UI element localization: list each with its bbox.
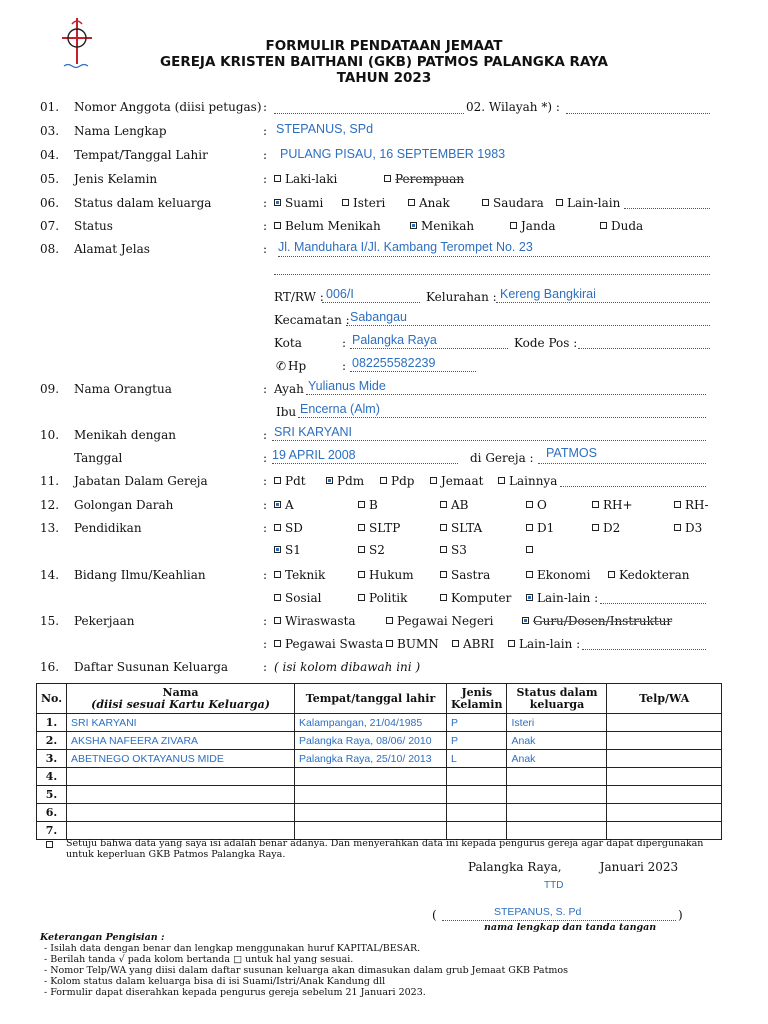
- field-label-nomor-anggota: Nomor Anggota (diisi petugas): [74, 100, 262, 114]
- field-number: 05.: [40, 172, 60, 186]
- option-rh-plus[interactable]: RH+: [592, 498, 633, 512]
- church-name: GEREJA KRISTEN BAITHANI (GKB) PATMOS PALANGKA RAYA: [160, 54, 608, 70]
- cell-jk[interactable]: P: [447, 732, 507, 750]
- option-slta[interactable]: SLTA: [440, 521, 482, 535]
- table-instruction: ( isi kolom dibawah ini ): [274, 660, 421, 674]
- table-row: 6.: [37, 804, 722, 822]
- option-d3[interactable]: D3: [674, 521, 702, 535]
- kodepos-label: Kode Pos :: [514, 336, 578, 350]
- table-row: 3. ABETNEGO OKTAYANUS MIDE Palangka Raya, 25/10/ 2013 L Anak: [37, 750, 722, 768]
- nama-lengkap-value[interactable]: STEPANUS, SPd: [276, 122, 374, 136]
- field-number: 14.: [40, 568, 60, 582]
- cell-nama[interactable]: [67, 786, 295, 804]
- cell-jk[interactable]: L: [447, 750, 507, 768]
- ayah-label: Ayah: [274, 382, 304, 396]
- field-number: 04.: [40, 148, 60, 162]
- cell-status[interactable]: [507, 786, 607, 804]
- cell-ttl[interactable]: [295, 786, 447, 804]
- tanggal-label: Tanggal: [74, 451, 123, 465]
- option-d1[interactable]: D1: [526, 521, 554, 535]
- field-number: 03.: [40, 124, 60, 138]
- option-lainnya[interactable]: Lainnya: [498, 474, 557, 488]
- field-number: 01.: [40, 100, 60, 114]
- field-label-golongan-darah: Golongan Darah: [74, 498, 174, 512]
- cell-jk[interactable]: [447, 786, 507, 804]
- cell-ttl[interactable]: [295, 768, 447, 786]
- option-komputer[interactable]: Komputer: [440, 591, 511, 605]
- option-jemaat[interactable]: Jemaat: [430, 474, 483, 488]
- rtrw-label: RT/RW :: [274, 290, 324, 304]
- option-ekonomi[interactable]: Ekonomi: [526, 568, 590, 582]
- option-rh-minus[interactable]: RH-: [674, 498, 709, 512]
- cell-status[interactable]: Anak: [507, 732, 607, 750]
- option-b[interactable]: B: [358, 498, 378, 512]
- cell-telp[interactable]: [607, 714, 722, 732]
- field-label-nama: Nama Lengkap: [74, 124, 167, 138]
- cell-nama[interactable]: AKSHA NAFEERA ZIVARA: [67, 732, 295, 750]
- field-number: 08.: [40, 242, 60, 256]
- table-row: 7.: [37, 822, 722, 840]
- kecamatan-value[interactable]: Sabangau: [350, 310, 408, 324]
- cell-ttl[interactable]: Palangka Raya, 25/10/ 2013: [295, 750, 447, 768]
- cell-status[interactable]: Isteri: [507, 714, 607, 732]
- option-bumn[interactable]: BUMN: [386, 637, 439, 651]
- option-o[interactable]: O: [526, 498, 547, 512]
- option-pegawai-negeri[interactable]: Pegawai Negeri: [386, 614, 494, 628]
- field-number: 09.: [40, 382, 60, 396]
- ibu-value[interactable]: Encerna (Alm): [300, 402, 380, 416]
- field-number: 06.: [40, 196, 60, 210]
- option-blank[interactable]: [526, 543, 537, 557]
- cell-nama[interactable]: [67, 804, 295, 822]
- field-number: 15.: [40, 614, 60, 628]
- kecamatan-label: Kecamatan :: [274, 313, 350, 327]
- note-item: - Isilah data dengan benar dan lengkap menggunakan huruf KAPITAL/BESAR.: [44, 943, 421, 954]
- signature-name[interactable]: STEPANUS, S. Pd: [494, 906, 582, 918]
- field-label-bidang-ilmu: Bidang Ilmu/Keahlian: [74, 568, 206, 582]
- note-item: - Nomor Telp/WA yang diisi dalam daftar susunan keluarga akan dimasukan dalam grub Jemaat GKB Patmos: [44, 965, 569, 976]
- field-number: 13.: [40, 521, 60, 535]
- field-label-ttl: Tempat/Tanggal Lahir: [74, 148, 208, 162]
- field-label-status: Status: [74, 219, 113, 233]
- ibu-label: Ibu: [276, 405, 297, 419]
- option-anak[interactable]: Anak: [408, 196, 450, 210]
- cell-ttl[interactable]: [295, 804, 447, 822]
- option-a[interactable]: A: [274, 498, 294, 512]
- option-pdt[interactable]: Pdt: [274, 474, 306, 488]
- option-wiraswasta[interactable]: Wiraswasta: [274, 614, 356, 628]
- option-d2[interactable]: D2: [592, 521, 620, 535]
- kelurahan-label: Kelurahan :: [426, 290, 497, 304]
- phone-icon: ✆: [276, 359, 287, 373]
- col-header-no: No.: [37, 684, 67, 714]
- cell-status[interactable]: Anak: [507, 750, 607, 768]
- option-sosial[interactable]: Sosial: [274, 591, 321, 605]
- col-header-ttl: Tempat/tanggal lahir: [295, 684, 447, 714]
- field-label-jenis-kelamin: Jenis Kelamin: [74, 172, 158, 186]
- agreement-text: Setuju bahwa data yang saya isi adalah benar adanya. Dan menyerahkan data ini kepada pengurus gereja agar dapat dipergunakan untuk keperluan GKB Patmos Palangka Raya.: [66, 838, 704, 860]
- option-s2[interactable]: S2: [358, 543, 385, 557]
- option-suami[interactable]: Suami: [274, 196, 323, 210]
- option-pdp[interactable]: Pdp: [380, 474, 414, 488]
- tanggal-menikah-value[interactable]: 19 APRIL 2008: [272, 448, 356, 462]
- table-row: 1. SRI KARYANI Kalampangan, 21/04/1985 P Isteri: [37, 714, 722, 732]
- option-lain-lain-pekerjaan[interactable]: Lain-lain :: [508, 637, 580, 651]
- signature-place-date: Palangka Raya, Januari 2023: [468, 860, 679, 874]
- field-label-menikah-dengan: Menikah dengan: [74, 428, 176, 442]
- cell-status[interactable]: [507, 804, 607, 822]
- option-kedokteran[interactable]: Kedokteran: [608, 568, 689, 582]
- cell-jk[interactable]: [447, 804, 507, 822]
- option-pdm[interactable]: Pdm: [326, 474, 364, 488]
- table-row: 2. AKSHA NAFEERA ZIVARA Palangka Raya, 08/06/ 2010 P Anak: [37, 732, 722, 750]
- col-header-jk: Jenis Kelamin: [447, 684, 507, 714]
- signature-caption: nama lengkap dan tanda tangan: [484, 922, 657, 933]
- ayah-value[interactable]: Yulianus Mide: [308, 379, 386, 393]
- kota-label: Kota: [274, 336, 302, 350]
- field-label-pekerjaan: Pekerjaan: [74, 614, 135, 628]
- option-sastra[interactable]: Sastra: [440, 568, 490, 582]
- table-row: 4.: [37, 768, 722, 786]
- field-label-pendidikan: Pendidikan: [74, 521, 142, 535]
- option-s1[interactable]: S1: [274, 543, 301, 557]
- option-janda[interactable]: Janda: [510, 219, 556, 233]
- hp-value[interactable]: 082255582239: [352, 356, 436, 370]
- field-number: 12.: [40, 498, 60, 512]
- option-teknik[interactable]: Teknik: [274, 568, 325, 582]
- option-belum-menikah[interactable]: Belum Menikah: [274, 219, 381, 233]
- cell-nama[interactable]: [67, 768, 295, 786]
- pasangan-value[interactable]: SRI KARYANI: [274, 425, 353, 439]
- gereja-label: di Gereja :: [470, 451, 534, 465]
- col-header-telp: Telp/WA: [607, 684, 722, 714]
- field-label-jabatan: Jabatan Dalam Gereja: [74, 474, 208, 488]
- signature-ttd: TTD: [544, 880, 564, 891]
- note-item: - Kolom status dalam keluarga bisa di isi Suami/Istri/Anak Kandung dll: [44, 976, 386, 987]
- family-table: [36, 683, 722, 840]
- cell-jk[interactable]: [447, 768, 507, 786]
- kodepos-field[interactable]: [578, 348, 710, 349]
- option-isteri[interactable]: Isteri: [342, 196, 385, 210]
- option-abri[interactable]: ABRI: [452, 637, 494, 651]
- form-title: FORMULIR PENDATAAN JEMAAT: [265, 38, 503, 54]
- option-laki-laki[interactable]: Laki-laki: [274, 172, 337, 186]
- option-sd[interactable]: SD: [274, 521, 303, 535]
- nomor-anggota-field[interactable]: [274, 113, 464, 114]
- col-header-nama: Nama (diisi sesuai Kartu Keluarga): [67, 684, 295, 714]
- cell-nama[interactable]: SRI KARYANI: [67, 714, 295, 732]
- cell-telp[interactable]: [607, 822, 722, 840]
- col-header-status: Status dalam keluarga: [507, 684, 607, 714]
- option-saudara[interactable]: Saudara: [482, 196, 544, 210]
- notes-title: Keterangan Pengisian :: [40, 932, 165, 943]
- agreement-checkbox[interactable]: [46, 838, 57, 852]
- cell-telp[interactable]: [607, 768, 722, 786]
- cell-telp[interactable]: [607, 750, 722, 768]
- option-s3[interactable]: S3: [440, 543, 467, 557]
- cell-telp[interactable]: [607, 786, 722, 804]
- kelurahan-value[interactable]: Kereng Bangkirai: [500, 287, 596, 301]
- form-year: TAHUN 2023: [336, 70, 432, 86]
- option-lain-lain[interactable]: Lain-lain: [556, 196, 620, 210]
- ttl-value[interactable]: PULANG PISAU, 16 SEPTEMBER 1983: [280, 147, 506, 161]
- hp-label: Hp: [288, 359, 307, 373]
- alamat-line-2[interactable]: [274, 274, 710, 275]
- option-duda[interactable]: Duda: [600, 219, 643, 233]
- note-item: - Berilah tanda √ pada kolom bertanda □ untuk hal yang sesuai.: [44, 954, 354, 965]
- cell-telp[interactable]: [607, 804, 722, 822]
- option-ab[interactable]: AB: [440, 498, 468, 512]
- gereja-value[interactable]: PATMOS: [546, 446, 597, 460]
- rtrw-value[interactable]: 006/I: [326, 287, 354, 301]
- field-number: 07.: [40, 219, 60, 233]
- cell-ttl[interactable]: Palangka Raya, 08/06/ 2010: [295, 732, 447, 750]
- kota-value[interactable]: Palangka Raya: [352, 333, 437, 347]
- option-lain-lain-bidang[interactable]: Lain-lain :: [526, 591, 598, 605]
- option-pegawai-swasta[interactable]: Pegawai Swasta: [274, 637, 383, 651]
- option-guru[interactable]: Guru/Dosen/Instruktur: [522, 614, 672, 628]
- cell-status[interactable]: [507, 768, 607, 786]
- table-row: 5.: [37, 786, 722, 804]
- option-sltp[interactable]: SLTP: [358, 521, 400, 535]
- field-label-alamat: Alamat Jelas: [74, 242, 150, 256]
- field-number: 10.: [40, 428, 60, 442]
- cell-jk[interactable]: P: [447, 714, 507, 732]
- note-item: - Formulir dapat diserahkan kepada pengurus gereja sebelum 21 Januari 2023.: [44, 987, 426, 998]
- field-label-wilayah: 02. Wilayah *) :: [466, 100, 560, 114]
- field-label-status-keluarga: Status dalam keluarga: [74, 196, 212, 210]
- field-number: 11.: [40, 474, 60, 488]
- cell-status[interactable]: [507, 822, 607, 840]
- field-number: 16.: [40, 660, 60, 674]
- cell-nama[interactable]: [67, 822, 295, 840]
- cell-ttl[interactable]: [295, 822, 447, 840]
- option-menikah[interactable]: Menikah: [410, 219, 474, 233]
- field-label-daftar-keluarga: Daftar Susunan Keluarga: [74, 660, 229, 674]
- cell-telp[interactable]: [607, 732, 722, 750]
- option-politik[interactable]: Politik: [358, 591, 407, 605]
- cell-ttl[interactable]: Kalampangan, 21/04/1985: [295, 714, 447, 732]
- field-label-orangtua: Nama Orangtua: [74, 382, 172, 396]
- cell-jk[interactable]: [447, 822, 507, 840]
- option-hukum[interactable]: Hukum: [358, 568, 414, 582]
- cell-nama[interactable]: ABETNEGO OKTAYANUS MIDE: [67, 750, 295, 768]
- option-perempuan[interactable]: Perempuan: [384, 172, 464, 186]
- alamat-value[interactable]: Jl. Manduhara I/Jl. Kambang Terompet No. 23: [278, 240, 533, 254]
- wilayah-field[interactable]: [566, 113, 710, 114]
